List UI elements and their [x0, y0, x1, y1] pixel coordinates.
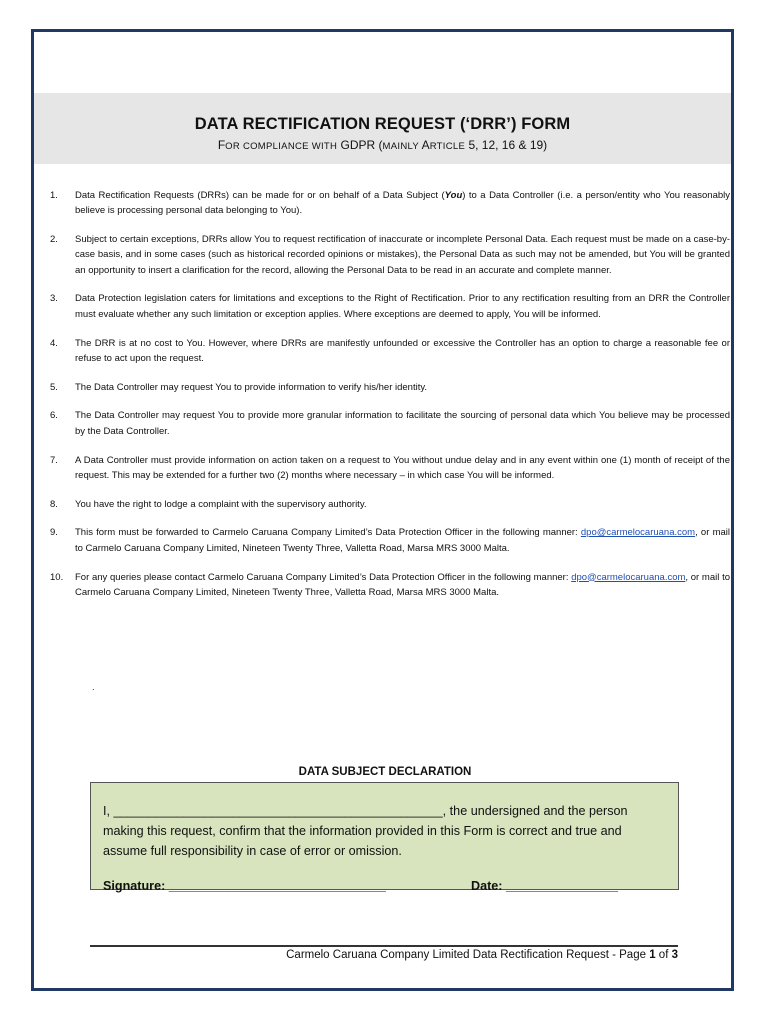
- page-footer: Carmelo Caruana Company Limited Data Rectification Request - Page 1 of 3: [286, 949, 678, 961]
- form-title: DATA RECTIFICATION REQUEST (‘DRR’) FORM: [194, 115, 571, 133]
- instructions-list: [50, 188, 730, 614]
- footer-divider: [90, 945, 678, 947]
- list-item: 9. This form must be forwarded to Carmelo Caruana Company Limited’s Data Protection Officer in the following manner: dpo@carmelocaruana.com, or mail to Carmelo Caruana Company Limited, Nineteen Twenty Three, Valletta Road, Marsa MRS 3000 Malta.: [50, 527, 730, 554]
- list-item: 4. The DRR is at no cost to You. However, where DRRs are manifestly unfounded or excessive the Controller has an option to charge a reasonable fee or refuse to act upon the request.: [50, 337, 730, 364]
- list-item: 7. A Data Controller must provide information on action taken on a request to You without undue delay and in any event within one (1) month of receipt of the request. This may be extended for a further two (2) months where necessary – in which case You will be informed.: [50, 454, 730, 481]
- dpo-email-link[interactable]: dpo@carmelocaruana.com: [580, 527, 696, 539]
- list-item: 8. You have the right to lodge a complaint with the supervisory authority.: [50, 498, 367, 510]
- date-field[interactable]: Date: ________________: [471, 879, 619, 893]
- list-item: 6. The Data Controller may request You to provide more granular information to facilitate the sourcing of personal data which You believe may be processed by the Data Controller.: [50, 410, 730, 437]
- declaration-title: DATA SUBJECT DECLARATION: [298, 766, 472, 778]
- signature-row: [103, 876, 666, 896]
- form-subtitle: FOR COMPLIANCE WITH GDPR (MAINLY ARTICLE 5, 12, 16 & 19): [217, 138, 548, 152]
- signature-field[interactable]: Signature: _______________________________: [103, 879, 386, 893]
- list-item: 2. Subject to certain exceptions, DRRs allow You to request rectification of inaccurate or incomplete Personal Data. Each request must be made on a case-by-case basis, and in some cases (such as historical recorded opinions or mistakes), the Personal Data as such may not be amended, but You will be granted an opportunity to insert a clarification for the record, allowing the Personal Data to be read in an accurate and complete manner.: [50, 234, 730, 276]
- dpo-email-link[interactable]: dpo@carmelocaruana.com: [571, 571, 686, 583]
- list-item: 10. For any queries please contact Carmelo Caruana Company Limited’s Data Protection Officer in the following manner: dpo@carmelocaruana.com, or mail to Carmelo Caruana Company Limited, Nineteen Twenty Three, Valletta Road, Marsa MRS 3000 Malta.: [50, 571, 730, 598]
- list-item: 1. Data Rectification Requests (DRRs) can be made for or on behalf of a Data Subject (You) to a Data Controller (i.e. a person/entity who You reasonably believe is processing personal data belonging to You).: [50, 190, 731, 217]
- declaration-box: [90, 782, 679, 893]
- list-item: 5. The Data Controller may request You to provide information to verify his/her identity.: [50, 381, 428, 393]
- declaration-text: I, _______________________________________________, the undersigned and the person making this request, confirm that the information provided in this Form is correct and true and assume full responsibility in case of error or omission.: [103, 804, 628, 858]
- stray-dot: .: [92, 682, 95, 692]
- list-item: 3. Data Protection legislation caters for limitations and exceptions to the Right of Rectification. Prior to any rectification resulting from an DRR the Controller must evaluate whether any such limitation or exception applies. Where exceptions are deemed to apply, You will be informed.: [50, 293, 730, 320]
